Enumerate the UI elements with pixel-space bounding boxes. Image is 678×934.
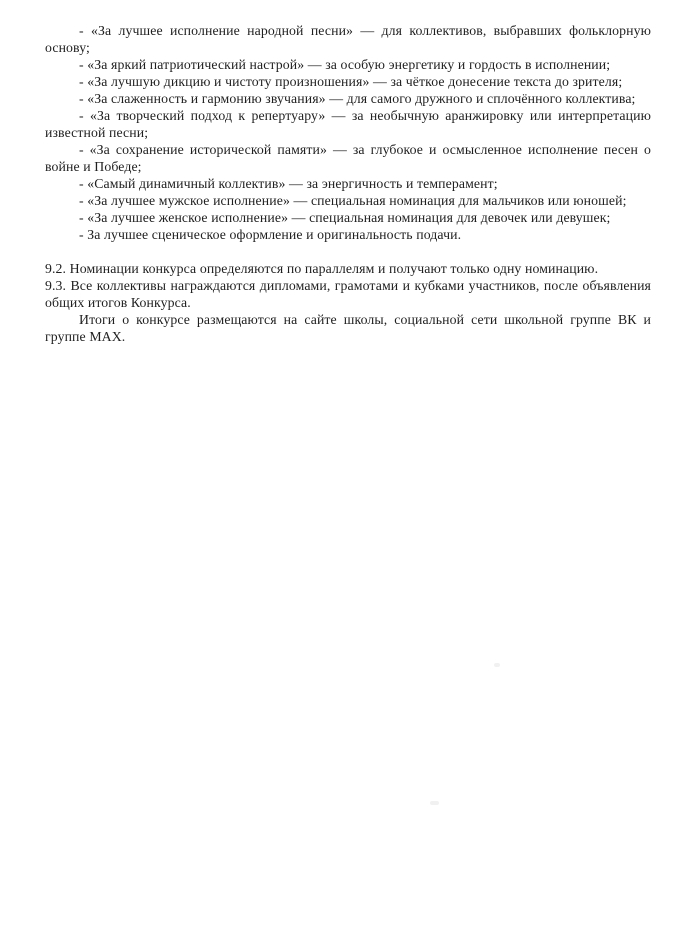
document-text-block [45, 22, 651, 345]
nomination-item: - «За слаженность и гармонию звучания» — для самого дружного и сплочённого коллектива; [79, 91, 636, 106]
clause-9-2: 9.2. Номинации конкурса определяются по параллелям и получают только одну номинацию. [45, 261, 599, 276]
nomination-item: - «За лучшую дикцию и чистоту произношения» — за чёткое донесение текста до зрителя; [79, 74, 623, 89]
nomination-item: - «За творческий подход к репертуару» — за необычную аранжировку или интерпретацию известной песни; [45, 108, 651, 140]
results-publication-note: Итоги о конкурсе размещаются на сайте школы, социальной сети школьной группе ВК и группе МАХ. [45, 312, 651, 344]
nomination-item: - За лучшее сценическое оформление и оригинальность подачи. [79, 227, 462, 242]
nomination-item: - «Самый динамичный коллектив» — за энергичность и темперамент; [79, 176, 498, 191]
clause-9-3: 9.3. Все коллективы награждаются дипломами, грамотами и кубками участников, после объявления общих итогов Конкурса. [45, 278, 651, 310]
nomination-item: - «За сохранение исторической памяти» — за глубокое и осмысленное исполнение песен о войне и Победе; [45, 142, 651, 174]
nomination-item: - «За яркий патриотический настрой» — за особую энергетику и гордость в исполнении; [79, 57, 611, 72]
scan-artifact-speck [494, 663, 500, 667]
nomination-item: - «За лучшее мужское исполнение» — специальная номинация для мальчиков или юношей; [79, 193, 627, 208]
scan-artifact-speck [430, 801, 439, 805]
nomination-item: - «За лучшее исполнение народной песни» — для коллективов, выбравших фольклорную основу; [45, 23, 651, 55]
nomination-item: - «За лучшее женское исполнение» — специальная номинация для девочек или девушек; [79, 210, 611, 225]
